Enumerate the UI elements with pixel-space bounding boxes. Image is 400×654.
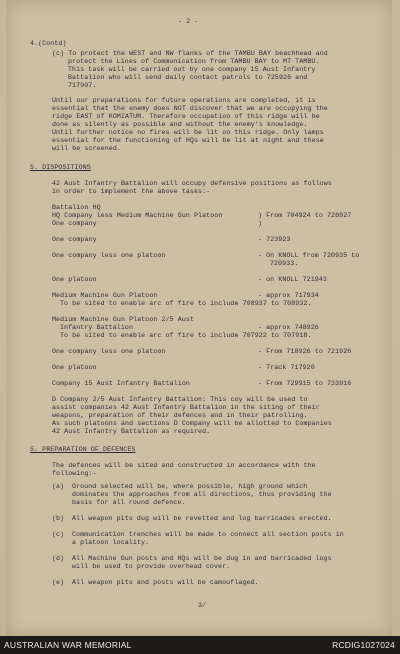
page-continuation: 3/ — [198, 602, 207, 609]
disposition-unit: One platoon — [52, 276, 97, 283]
disposition-unit: One company — [52, 236, 97, 243]
continuation-heading: 4.(Contd) — [30, 40, 67, 47]
para-d-line: assist companies 42 Aust Infantry Battalion in the siting of their — [52, 404, 320, 411]
para-until-line: essential that the enemy does NOT discover that we are occupying the — [52, 105, 328, 112]
para-d-line: 42 Aust Infantry Battalion as required. — [52, 428, 211, 435]
defence-label: (a) — [52, 483, 65, 490]
para-until-line: essential for the functioning of HQs will be lit at night and these — [52, 137, 324, 144]
disposition-location: - approx 717934 — [258, 292, 319, 299]
para-until-line: done as silently as possible and without the enemy's knowledge. — [52, 121, 308, 128]
para-c-line: (c) To protect the WEST and NW flanks of the TAMBU BAY beachhead and — [52, 50, 328, 57]
para-c-line: Battalion who will send daily contact patrols to 725926 and — [68, 74, 308, 81]
disposition-note: To be sited to enable arc of fire to include 708937 to 708932. — [60, 300, 312, 307]
para-until-line: Until our preparations for future operations are completed, it is — [52, 97, 316, 104]
para-until-line: will be screened. — [52, 145, 121, 152]
para-d-line: D Company 2/5 Aust Infantry Battalion: This coy will be used to — [52, 396, 308, 403]
para-c-line: 717907. — [68, 82, 97, 89]
disposition-location: - From 729915 to 733916 — [258, 380, 352, 387]
defences-intro-line: The defences will be sited and constructed in accordance with the — [52, 462, 316, 469]
disposition-unit: One company less one platoon — [52, 252, 166, 259]
disposition-location: - on KNOLL 721943 — [258, 276, 327, 283]
para-until-line: Until further notice no fires will be lit on this ridge. Only lamps — [52, 129, 324, 136]
defence-line: dominates the approaches from all directions, thus providing the — [72, 491, 332, 498]
footer-record-id: RCDIG1027024 — [332, 640, 395, 650]
defence-label: (d) — [52, 555, 65, 562]
disposition-unit: One platoon — [52, 364, 97, 371]
defence-line: All weapon pits dug will be revetted and log barricades erected. — [72, 515, 332, 522]
disposition-unit: Company 15 Aust Infantry Battalion — [52, 380, 190, 387]
defence-line: basis for all round defence. — [72, 499, 186, 506]
disposition-location: - On KNOLL from 720935 to — [258, 252, 360, 259]
disposition-unit: One company — [52, 220, 97, 227]
para-d-line: weapons, preparation of their defences and in their patrolling. — [52, 412, 308, 419]
defence-line: Ground selected will be, where possible, high ground which — [72, 483, 308, 490]
disposition-location: ) — [258, 220, 263, 227]
para-c-line: protect the Lines of Communication from TAMBU BAY to MT TAMBU. — [68, 58, 320, 65]
disposition-unit: Medium Machine Gun Platoon 2/5 Aust — [52, 316, 194, 323]
disposition-location: - 723923 — [258, 236, 291, 243]
footer-source: AUSTRALIAN WAR MEMORIAL — [4, 640, 132, 650]
section-heading-preparation: 5. PREPARATION OF DEFENCES — [30, 446, 136, 453]
disposition-unit: HQ Company less Medium Machine Gun Platoon — [52, 212, 223, 219]
defence-line: All weapon pits and posts will be camouflaged. — [72, 579, 259, 586]
disposition-unit: Infantry Battalion — [60, 324, 134, 331]
disposition-note: To be sited to enable arc of fire to include 707922 to 707918. — [60, 332, 312, 339]
section-heading-dispositions: 5. DISPOSITIONS — [30, 164, 91, 171]
defence-label: (b) — [52, 515, 65, 522]
disposition-location: 720933. — [270, 260, 299, 267]
defence-label: (c) — [52, 531, 65, 538]
disposition-location: - approx 748926 — [258, 324, 319, 331]
disposition-location: - From 718926 to 721926 — [258, 348, 352, 355]
para-until-line: ridge EAST of KOMIATUM. Therefore occupation of this ridge will be — [52, 113, 320, 120]
disposition-unit: Medium Machine Gun Platoon — [52, 292, 158, 299]
page-number: - 2 - — [178, 18, 199, 25]
para-d-line: As such platoons and sections D Company will be allotted to Companies — [52, 420, 332, 427]
defence-line: a platoon locality. — [72, 539, 150, 546]
dispositions-intro-line: in order to implement the above tasks:- — [52, 188, 211, 195]
disposition-location: ) From 704924 to 726927 — [258, 212, 352, 219]
defence-label: (e) — [52, 579, 65, 586]
defences-intro-line: following:- — [52, 470, 97, 477]
disposition-location: - Track 717920 — [258, 364, 315, 371]
archive-footer — [0, 636, 400, 654]
defence-line: will be used to provide overhead cover. — [72, 563, 231, 570]
para-c-line: This task will be carried out by one company 15 Aust Infantry — [68, 66, 316, 73]
disposition-unit: Battalion HQ — [52, 204, 101, 211]
dispositions-intro-line: 42 Aust Infantry Battalion will occupy defensive positions as follows — [52, 180, 332, 187]
disposition-unit: One company less one platoon — [52, 348, 166, 355]
defence-line: All Machine Gun posts and HQs will be dug in and barricaded logs — [72, 555, 332, 562]
defence-line: Communication trenches will be made to connect all section posts in — [72, 531, 344, 538]
